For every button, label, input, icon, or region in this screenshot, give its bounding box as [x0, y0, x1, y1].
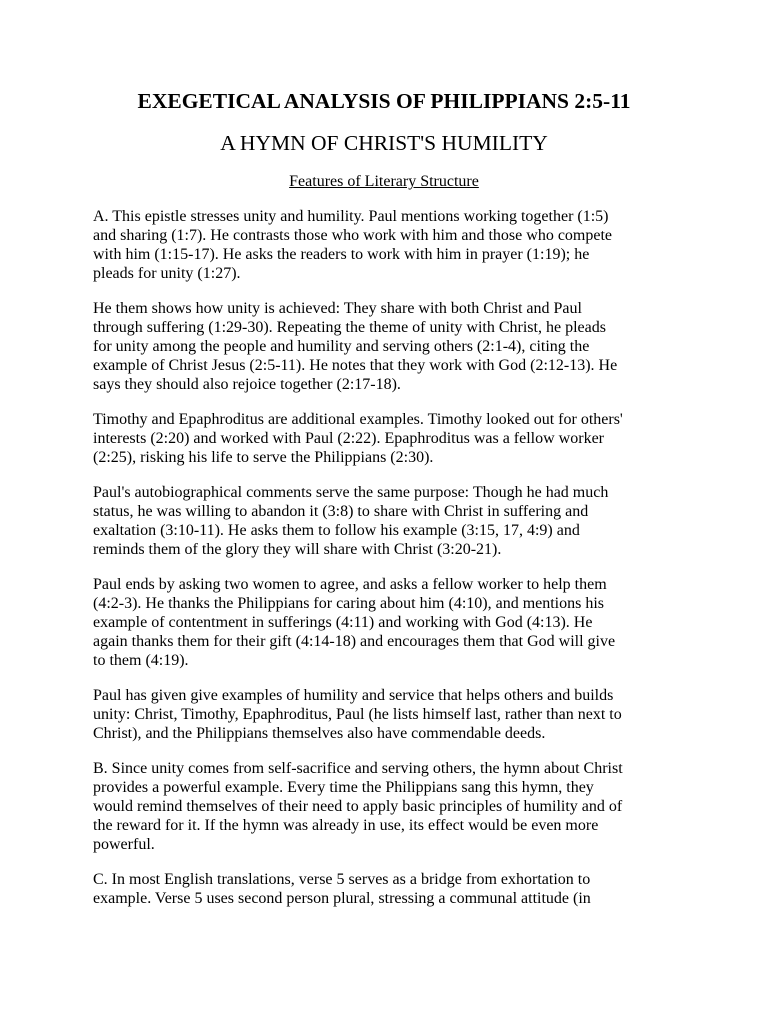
paragraph: [93, 686, 693, 743]
paragraph: [93, 410, 693, 467]
text-line: provides a powerful example. Every time the Philippians sang this hymn, they: [93, 779, 594, 796]
text-line: (4:2-3). He thanks the Philippians for caring about him (4:10), and mentions his: [93, 595, 605, 612]
text-line: and sharing (1:7). He contrasts those who work with him and those who compete: [93, 227, 613, 244]
document-subtitle: A HYMN OF CHRIST'S HUMILITY: [220, 131, 548, 155]
paragraph: [93, 870, 693, 908]
text-line: (2:25), risking his life to serve the Philippians (2:30).: [93, 449, 434, 466]
text-line: through suffering (1:29-30). Repeating the theme of unity with Christ, he pleads: [93, 319, 606, 336]
document-body: [93, 207, 693, 924]
paragraph: [93, 759, 693, 854]
text-line: reminds them of the glory they will share with Christ (3:20-21).: [93, 541, 502, 558]
paragraph: [93, 207, 693, 283]
text-line: unity: Christ, Timothy, Epaphroditus, Paul (he lists himself last, rather than next to: [93, 706, 622, 723]
paragraph: [93, 299, 693, 394]
text-line: again thanks them for their gift (4:14-18) and encourages them that God will give: [93, 633, 616, 650]
paragraph: [93, 575, 693, 670]
section-heading: Features of Literary Structure: [289, 173, 479, 190]
text-line: C. In most English translations, verse 5 serves as a bridge from exhortation to: [93, 871, 591, 888]
text-line: He them shows how unity is achieved: They share with both Christ and Paul: [93, 300, 582, 317]
text-line: says they should also rejoice together (2:17-18).: [93, 376, 401, 393]
text-line: Christ), and the Philippians themselves also have commendable deeds.: [93, 725, 546, 742]
text-line: Timothy and Epaphroditus are additional examples. Timothy looked out for others': [93, 411, 623, 428]
text-line: example. Verse 5 uses second person plural, stressing a communal attitude (in: [93, 890, 591, 907]
text-line: status, he was willing to abandon it (3:8) to share with Christ in suffering and: [93, 503, 589, 520]
text-line: would remind themselves of their need to apply basic principles of humility and of: [93, 798, 623, 815]
text-line: B. Since unity comes from self-sacrifice and serving others, the hymn about Christ: [93, 760, 623, 777]
text-line: powerful.: [93, 836, 155, 853]
text-line: for unity among the people and humility and serving others (2:1-4), citing the: [93, 338, 590, 355]
text-line: exaltation (3:10-11). He asks them to follow his example (3:15, 17, 4:9) and: [93, 522, 580, 539]
text-line: A. This epistle stresses unity and humility. Paul mentions working together (1:5): [93, 208, 609, 225]
text-line: interests (2:20) and worked with Paul (2:22). Epaphroditus was a fellow worker: [93, 430, 604, 447]
text-line: example of contentment in sufferings (4:11) and working with God (4:13). He: [93, 614, 593, 631]
text-line: Paul has given give examples of humility and service that helps others and builds: [93, 687, 614, 704]
text-line: with him (1:15-17). He asks the readers to work with him in prayer (1:19); he: [93, 246, 590, 263]
text-line: Paul ends by asking two women to agree, and asks a fellow worker to help them: [93, 576, 607, 593]
text-line: Paul's autobiographical comments serve the same purpose: Though he had much: [93, 484, 609, 501]
document-title: EXEGETICAL ANALYSIS OF PHILIPPIANS 2:5-11: [137, 89, 631, 113]
paragraph: [93, 483, 693, 559]
text-line: the reward for it. If the hymn was already in use, its effect would be even more: [93, 817, 599, 834]
text-line: example of Christ Jesus (2:5-11). He notes that they work with God (2:12-13). He: [93, 357, 618, 374]
text-line: to them (4:19).: [93, 652, 189, 669]
text-line: pleads for unity (1:27).: [93, 265, 241, 282]
